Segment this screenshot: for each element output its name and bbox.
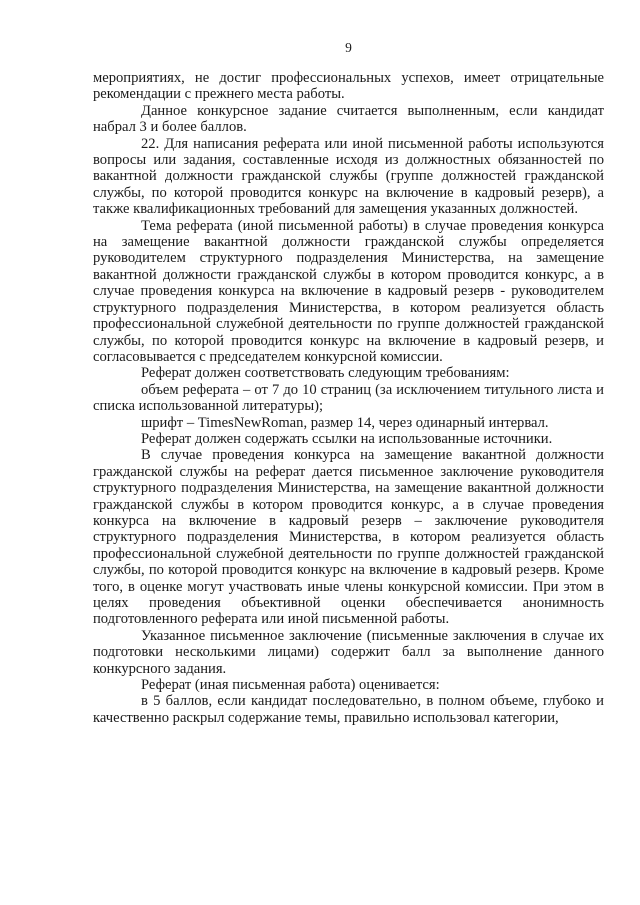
paragraph: 22. Для написания реферата или иной письменной работы используются вопросы или задания, составленные исходя из должностных обязанностей по вакантной должности гражданской службы (группе должностей гражданской службы, по которой проводится конкурс на включение в кадровый резерв), а также квалификационных требований для замещения указанных должностей.: [93, 135, 604, 218]
paragraph: Реферат (иная письменная работа) оценивается:: [141, 677, 440, 694]
paragraph: объем реферата – от 7 до 10 страниц (за исключением титульного листа и списка использованной литературы);: [93, 381, 604, 415]
paragraph: шрифт – TimesNewRoman, размер 14, через одинарный интервал.: [141, 414, 549, 431]
paragraph: в 5 баллов, если кандидат последовательно, в полном объеме, глубоко и качественно раскрыл содержание темы, правильно использовал категории,: [93, 693, 604, 726]
body-text: [93, 70, 604, 726]
paragraph: Указанное письменное заключение (письменные заключения в случае их подготовки несколькими лицами) содержит балл за выполнение данного конкурсного задания.: [93, 627, 604, 677]
paragraph: Реферат должен соответствовать следующим требованиям:: [141, 365, 510, 382]
paragraph: мероприятиях, не достиг профессиональных успехов, имеет отрицательные рекомендации с прежнего места работы.: [93, 70, 604, 103]
page-number: 9: [345, 40, 352, 55]
paragraph: Тема реферата (иной письменной работы) в случае проведения конкурса на замещение вакантной должности гражданской службы определяется руководителем структурного подразделения Министерства, на замещение вакантной должности гражданской службы в котором проводится конкурс, а в случае проведения конкурса на включение в кадровый резерв - руководителем структурного подразделения Министерства, в котором реализуется область профессиональной служебной деятельности по группе должностей гражданской службы, по которой проводится конкурс на включение в кадровый резерв, и согласовывается с председателем конкурсной комиссии.: [93, 217, 604, 365]
paragraph: Данное конкурсное задание считается выполненным, если кандидат набрал 3 и более баллов.: [93, 102, 604, 136]
paragraph: В случае проведения конкурса на замещение вакантной должности гражданской службы на реферат дается письменное заключение руководителя структурного подразделения Министерства, на замещение вакантной должности гражданской службы в котором проводится конкурс, а в случае проведения конкурса на включение в кадровый резерв – заключение руководителя структурного подразделения Министерства, в котором реализуется область профессиональной служебной деятельности по группе должностей гражданской службы, по которой проводится конкурс на включение в кадровый резерв. Кроме того, в оценке могут участвовать иные члены конкурсной комиссии. При этом в целях проведения объективной оценки обеспечивается анонимность подготовленного реферата или иной письменной работы.: [93, 447, 604, 628]
paragraph: Реферат должен содержать ссылки на использованные источники.: [141, 430, 553, 447]
